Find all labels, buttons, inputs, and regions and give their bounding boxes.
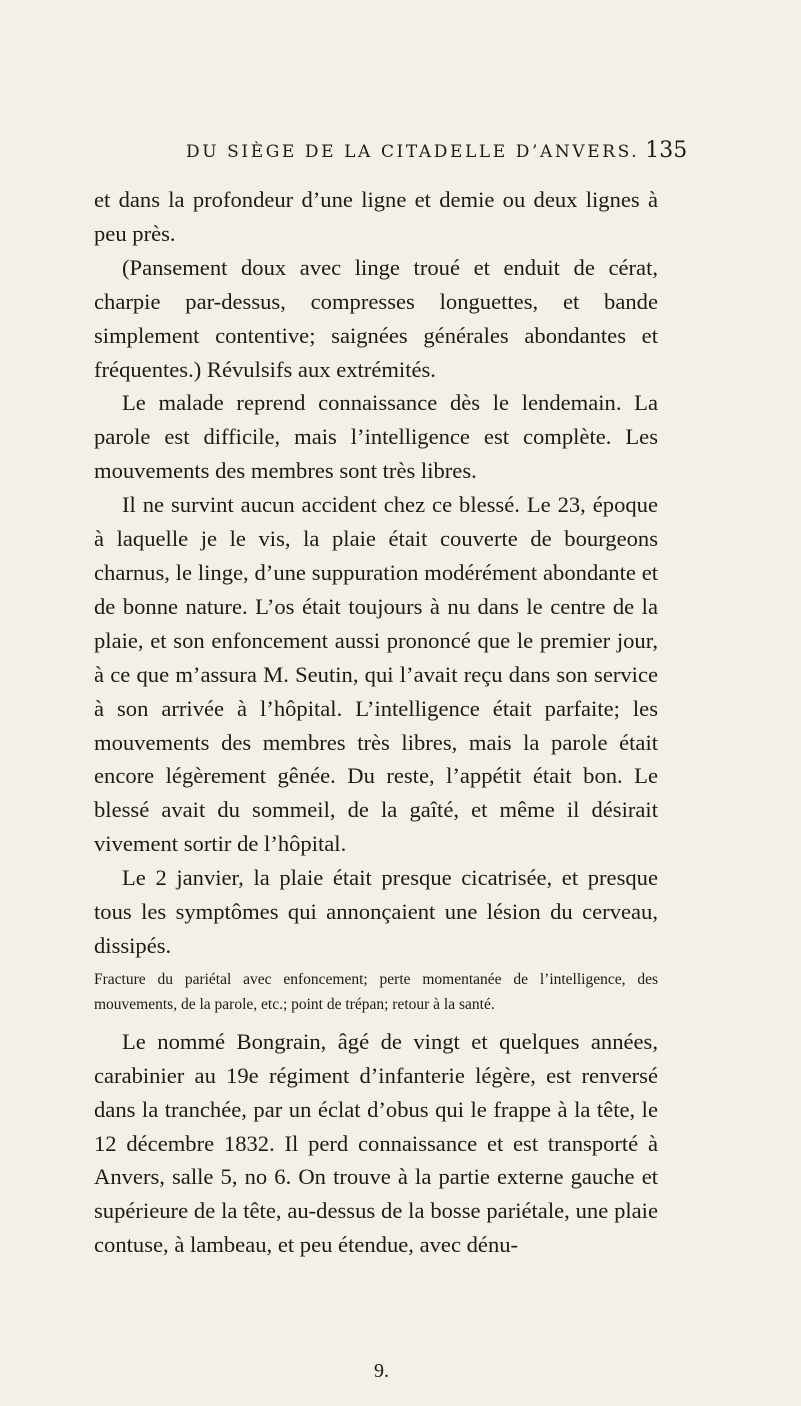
case-summary-note: Fracture du pariétal avec enfoncement; perte momentanée de l’intelligence, des mouvements, de la parole, etc.; point de trépan; retour à la santé. [94,970,658,1013]
page-number: 135 [645,138,688,163]
paragraph-3: Le malade reprend connaissance dès le lendemain. La parole est difficile, mais l’intelligence est complète. Les mouvements des membres sont très libres. [94,390,658,484]
body-text [94,183,658,1262]
paragraph-2: (Pansement doux avec linge troué et enduit de cérat, charpie par-dessus, compresses longuettes, et bande simplement contentive; saignées générales abondantes et fréquentes.) Révulsifs aux extrémités. [94,254,658,382]
paragraph-4: Il ne survint aucun accident chez ce blessé. Le 23, époque à laquelle je le vis, la plaie était couverte de bourgeons charnus, le linge, d’une suppuration modérément abondante et de bonne nature. L’os était toujours à nu dans le centre de la plaie, et son enfoncement aussi prononcé que le premier jour, à ce que m’assura M. Seutin, qui l’avait reçu dans son service à son arrivée à l’hôpital. L’intelligence était parfaite; les mouvements des membres très libres, mais la parole était encore légèrement gênée. Du reste, l’appétit était bon. Le blessé avait du sommeil, de la gaîté, et même il désirait vivement sortir de l’hôpital. [94,492,658,857]
paragraph-5: Le 2 janvier, la plaie était presque cicatrisée, et presque tous les symptômes qui annonçaient une lésion du cerveau, dissipés. [94,865,658,958]
page-header [186,138,688,163]
signature-mark: 9. [374,1360,389,1382]
paragraph-6: Le nommé Bongrain, âgé de vingt et quelques années, carabinier au 19e régiment d’infanterie légère, est renversé dans la tranchée, par un éclat d’obus qui le frappe à la tête, le 12 décembre 1832. Il perd connaissance et est transporté à Anvers, salle 5, no 6. On trouve à la partie externe gauche et supérieure de la tête, au-dessus de la bosse pariétale, une plaie contuse, à lambeau, et peu étendue, avec dénu- [94,1028,658,1258]
paragraph-1: et dans la profondeur d’une ligne et demie ou deux lignes à peu près. [94,187,658,246]
running-title: DU SIÈGE DE LA CITADELLE D’ANVERS. [186,142,640,162]
